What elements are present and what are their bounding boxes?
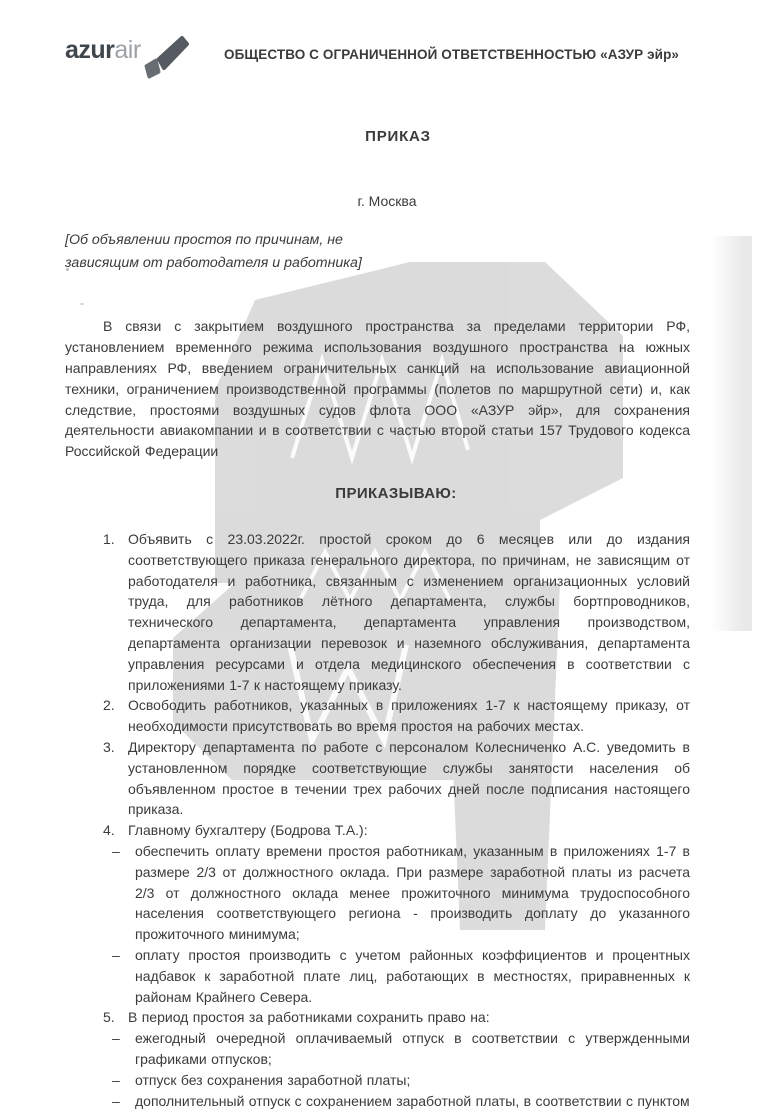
order-item-5-sub-1 [65,1028,690,1070]
azur-air-wing-icon [142,36,188,82]
order-items-list [65,529,690,1111]
item-number: 2. [103,697,115,714]
subitem-text: обеспечить оплату времени простоя работникам, указанным в приложениях 1-7 в размере 2/3 от должностного оклада. При размере заработной платы из расчета 2/3 от должностного оклада менее прожиточного минимума трудоспособного населения соответствующего региона - производить доплату до указанного прожиточного минимума; [135,842,690,943]
order-item-3 [65,737,690,820]
company-name: ОБЩЕСТВО С ОГРАНИЧЕННОЙ ОТВЕТСТВЕННОСТЬЮ «АЗУР эйр» [223,47,680,62]
subitem-text: ежегодный очередной оплачиваемый отпуск в соответствии с утвержденными графиками отпусков; [135,1030,690,1067]
order-item-2 [65,695,690,737]
item-text: Объявить с 23.03.2022г. простой сроком до 6 месяцев или до издания соответствующего приказа генерального директора, по причинам, не зависящим от работодателя и работника, связанным с изменением организационных условий труда, для работников лётного департамента, службы бортпроводников, технического департамента, департамента управления производством, департамента организации перевозок и наземного обслуживания, департамента управления ресурсами и отдела медицинского обеспечения в соответствии с приложениями 1-7 к настоящему приказу. [128,531,690,693]
item-number: 3. [103,738,115,755]
dash-bullet: – [112,842,120,859]
letterhead [0,0,752,82]
order-item-5-sub-2 [65,1070,690,1091]
logo-word-azur: azur [65,36,115,64]
item-number: 1. [103,531,115,548]
city-line: г. Москва [357,193,417,209]
azur-air-logo [65,30,213,82]
document-title: ПРИКАЗ [365,128,431,145]
item-number: 4. [103,822,115,839]
item-text: Освободить работников, указанных в приложениях 1-7 к настоящему приказу, от необходимости присутствовать во время простоя на рабочих местах. [128,697,690,735]
order-item-1 [65,529,690,695]
resolution-heading: ПРИКАЗЫВАЮ: [335,485,457,503]
item-text: В период простоя за работниками сохранить право на: [128,1009,490,1026]
dash-bullet: – [112,1092,120,1109]
item-text: Главному бухгалтеру (Бодрова Т.А.): [128,822,368,839]
order-item-4 [65,820,690,841]
order-item-4-sub-2 [65,945,690,1007]
subitem-text: отпуск без сохранения заработной платы; [135,1071,411,1088]
subitem-text: дополнительный отпуск с сохранением заработной платы, в соответствии с пунктом [135,1092,690,1109]
order-item-4-sub-1 [65,841,690,945]
azur-air-logo-text [65,30,141,63]
intro-paragraph: В связи с закрытием воздушного пространства за пределами территории РФ, установлением временного режима использования воздушного пространства на южных направлениях РФ, введением ограничительных санкций на использование авиационной техники, ограничением производственной программы (полетов по маршрутной сети) и, как следствие, простоями воздушных судов флота ООО «АЗУР эйр», для сохранения деятельности авиакомпании и в соответствии с частью второй статьи 157 Трудового кодекса Российской Федерации [65,318,690,460]
order-item-5-sub-3 [65,1091,690,1111]
logo-word-air: air [114,36,141,64]
subject-line: [Об объявлении простоя по причинам, не зависящим от работодателя и работника] [65,232,362,271]
dash-bullet: – [112,1030,120,1047]
item-text: Директору департамента по работе с персоналом Колесниченко А.С. уведомить в установленном порядке соответствующие службы занятости населения об объявленном простое в течении трех рабочих дней после подписания настоящего приказа. [128,738,690,818]
subitem-text: оплату простоя производить с учетом районных коэффициентов и процентных надбавок к заработной плате лиц, работающих в местностях, приравненных к районам Крайнего Севера. [135,946,690,1005]
dash-bullet: – [112,946,120,963]
item-number: 5. [103,1009,115,1026]
order-item-5 [65,1007,690,1028]
dash-bullet: – [112,1071,120,1088]
